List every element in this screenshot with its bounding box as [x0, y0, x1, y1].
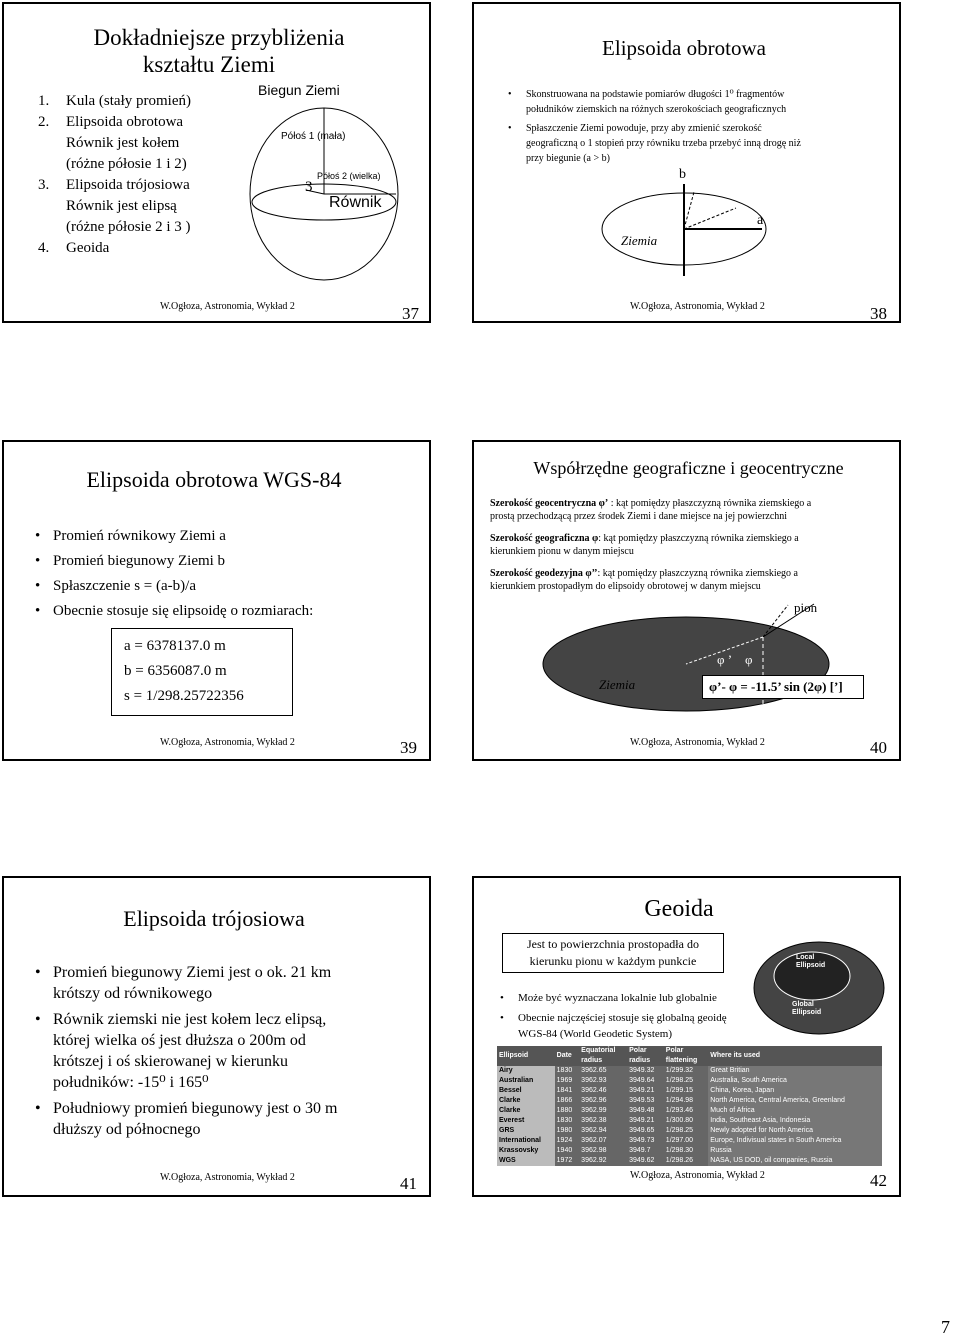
- page-number: 7: [941, 1317, 950, 1337]
- slide-number: 37: [402, 304, 419, 323]
- slide-37-title: Dokładniejsze przybliżenia kształtu Ziemi: [93, 25, 345, 77]
- table-cell: 1866: [555, 1096, 580, 1106]
- list-number: 1.: [38, 93, 50, 109]
- column-header: [555, 1046, 580, 1066]
- table-cell: NASA, US DOD, oil companies, Russia: [708, 1156, 882, 1166]
- footer: W.Ogłoza, Astronomia, Wykład 2: [160, 737, 295, 748]
- definition-line: [490, 532, 890, 545]
- slide-38: [472, 2, 901, 323]
- list-item-line: Równik jest elipsą: [66, 198, 177, 214]
- table-cell: 1/297.00: [664, 1136, 708, 1146]
- definition-line: kierunkiem pionu w danym miejscu: [490, 546, 634, 557]
- definition-text: : kąt pomiędzy płaszczyzną równika ziemskiego a: [598, 533, 799, 544]
- slide-42-title: Geoida: [644, 896, 714, 922]
- definition-line: [490, 497, 890, 510]
- definition-text: : kąt pomiędzy płaszczyzną równika ziemskiego a: [608, 498, 812, 509]
- phi-label: φ: [745, 652, 753, 667]
- geoid-ellipsoids-figure: [749, 933, 889, 1038]
- bullet-item: [500, 1010, 750, 1042]
- value-line: a = 6378137.0 m: [124, 638, 226, 654]
- slide-39-bullets: [35, 524, 425, 624]
- table-cell: India, Southeast Asia, Indonesia: [708, 1116, 882, 1126]
- pion-label: pion: [794, 600, 818, 615]
- slide-42: [472, 876, 901, 1197]
- definition-term: Szerokość geodezyjna φ’’: [490, 568, 598, 579]
- table-cell: 3962.38: [579, 1116, 627, 1126]
- list-item: [38, 112, 191, 175]
- table-cell: 1/293.46: [664, 1106, 708, 1116]
- table-cell: 1841: [555, 1086, 580, 1096]
- slide-number: 39: [400, 738, 417, 757]
- bullet-line: • Południowy promień biegunowy jest o 30 m: [53, 1100, 338, 1117]
- geoid-ellipse-figure: [534, 602, 854, 722]
- table-cell: Everest: [497, 1116, 555, 1126]
- table-cell: Bessel: [497, 1086, 555, 1096]
- bullet-line: • Równik ziemski nie jest kołem lecz elipsą,: [53, 1011, 327, 1028]
- table-cell: 1830: [555, 1116, 580, 1126]
- table-cell: Krassovsky: [497, 1146, 555, 1156]
- table-cell: Europe, Indivisual states in South America: [708, 1136, 882, 1146]
- definition: [490, 532, 890, 558]
- table-cell: Newly adopted for North America: [708, 1126, 882, 1136]
- table-cell: 3962.92: [579, 1156, 627, 1166]
- list-item-line: Kula (stały promień): [66, 93, 191, 109]
- ellipsoid-figure: [224, 84, 424, 284]
- table-cell: 3949.21: [627, 1116, 664, 1126]
- table-cell: Russia: [708, 1146, 882, 1156]
- table-cell: 1/300.80: [664, 1116, 708, 1126]
- bullet-line: której wielka oś jest dłuższa o 200m od: [53, 1032, 306, 1049]
- table-body: [497, 1066, 882, 1166]
- list-item: [38, 175, 191, 238]
- slide-40: [472, 440, 901, 761]
- table-cell: 3949.21: [627, 1086, 664, 1096]
- table-cell: 1/294.98: [664, 1096, 708, 1106]
- bullet-line: południków ziemskich na różnych szerokościach geograficznych: [526, 104, 787, 115]
- list-item-line: Elipsoida obrotowa: [66, 114, 184, 130]
- list-item-line: (różne półosie 1 i 2): [66, 156, 187, 172]
- box-line: kierunku pionu w każdym punkcie: [529, 954, 697, 968]
- footer: W.Ogłoza, Astronomia, Wykład 2: [630, 1170, 765, 1181]
- table-cell: 3949.32: [627, 1066, 664, 1076]
- column-header-line: radius: [581, 1057, 603, 1064]
- box-line: Jest to powierzchnia prostopadła do: [527, 937, 699, 951]
- slide-39: [2, 440, 431, 761]
- table-cell: 3962.07: [579, 1136, 627, 1146]
- slide-39-title: Elipsoida obrotowa WGS-84: [86, 467, 342, 492]
- bullet-line: przy biegunie (a > b): [526, 153, 610, 164]
- definition-term: Szerokość geocentryczna φ’: [490, 498, 609, 509]
- bullet-item: • Obecnie stosuje się elipsoidę o rozmiarach:: [35, 599, 425, 624]
- table-cell: 3949.7: [627, 1146, 664, 1156]
- column-header: [627, 1046, 664, 1066]
- definition-term: Szerokość geograficzna φ: [490, 533, 599, 544]
- table-cell: China, Korea, Japan: [708, 1086, 882, 1096]
- bullet-item: • Promień biegunowy Ziemi b: [35, 549, 425, 574]
- formula-box: φ’- φ = -11.5’ sin (2φ) [’]: [702, 675, 864, 699]
- bullet-item: [508, 87, 888, 117]
- table-cell: 1/299.32: [664, 1066, 708, 1076]
- column-header: [664, 1046, 708, 1066]
- column-header-line: Where its used: [710, 1052, 761, 1059]
- table-cell: 3962.96: [579, 1096, 627, 1106]
- slide-41: [2, 876, 431, 1197]
- global-ellipsoid-label: Global Ellipsoid: [792, 1001, 822, 1016]
- slide-41-bullets: [35, 962, 420, 1145]
- table-row: [497, 1126, 882, 1136]
- b-label: b: [679, 167, 686, 182]
- table-row: [497, 1076, 882, 1086]
- equator-label: Równik: [329, 194, 382, 211]
- slide-40-definitions: [490, 497, 890, 602]
- ellipsoid-table: [497, 1046, 882, 1166]
- table-cell: North America, Central America, Greenland: [708, 1096, 882, 1106]
- table-row: [497, 1116, 882, 1126]
- list-item-line: (różne półosie 2 i 3 ): [66, 219, 191, 235]
- axis1-label: Półoś 1 (mała): [281, 131, 346, 142]
- bullet-line: krótszej i oś skierowanej w kierunku: [53, 1053, 289, 1070]
- column-header-line: Equatorial: [581, 1047, 616, 1054]
- list-item-line: Geoida: [66, 240, 110, 256]
- earth-label: Ziemia: [599, 677, 636, 692]
- column-header: [708, 1046, 882, 1066]
- table-cell: 1/298.25: [664, 1126, 708, 1136]
- slide-41-title: Elipsoida trójosiowa: [123, 906, 305, 931]
- list-item: [38, 91, 191, 112]
- bullet-item: • Spłaszczenie s = (a-b)/a: [35, 574, 425, 599]
- table-cell: WGS: [497, 1156, 555, 1166]
- table-row: [497, 1096, 882, 1106]
- slide-number: 38: [870, 304, 887, 323]
- column-header-line: Polar: [629, 1047, 647, 1054]
- table-cell: 1/298.30: [664, 1146, 708, 1156]
- definition-box: [502, 933, 724, 973]
- axis3-label: 3: [305, 179, 313, 195]
- table-cell: 3962.98: [579, 1146, 627, 1156]
- table-header-row: [497, 1046, 882, 1066]
- phi-prime-label: φ ’: [717, 652, 733, 667]
- definition-line: kierunkiem prostopadłym do elipsoidy obrotowej w danym miejscu: [490, 581, 761, 592]
- table-cell: Australian: [497, 1076, 555, 1086]
- a-label: a: [757, 213, 764, 228]
- list-number: 3.: [38, 177, 50, 193]
- bullet-item: [35, 1098, 420, 1140]
- table-cell: 1/298.26: [664, 1156, 708, 1166]
- table-cell: 1972: [555, 1156, 580, 1166]
- column-header-line: Date: [556, 1052, 572, 1059]
- table-cell: International: [497, 1136, 555, 1146]
- slide-number: 40: [870, 738, 887, 757]
- value-line: s = 1/298.25722356: [124, 688, 244, 704]
- table-cell: 3949.48: [627, 1106, 664, 1116]
- table-cell: 1880: [555, 1106, 580, 1116]
- footer: W.Ogłoza, Astronomia, Wykład 2: [160, 1172, 295, 1183]
- table-cell: 3949.64: [627, 1076, 664, 1086]
- bullet-line: • Obecnie najczęściej stosuje się globalną geoidę: [518, 1012, 727, 1024]
- table-cell: 1969: [555, 1076, 580, 1086]
- table-cell: Great Britian: [708, 1066, 882, 1076]
- slide-37: [2, 2, 431, 323]
- slide-38-title: Elipsoida obrotowa: [602, 36, 766, 60]
- bullet-item: [500, 990, 750, 1006]
- list-number: 2.: [38, 114, 50, 130]
- column-header: [579, 1046, 627, 1066]
- table-cell: 3949.53: [627, 1096, 664, 1106]
- table-cell: 1/299.15: [664, 1086, 708, 1096]
- definition: [490, 567, 890, 593]
- bullet-line: krótszy od równikowego: [53, 985, 213, 1002]
- slide-40-title: Współrzędne geograficzne i geocentryczne: [533, 458, 844, 478]
- footer: W.Ogłoza, Astronomia, Wykład 2: [160, 301, 295, 312]
- earth-label: Ziemia: [621, 233, 658, 248]
- list-item: [38, 238, 191, 259]
- axis2-label: Półoś 2 (wielka): [317, 171, 381, 181]
- local-ellipsoid-label: Local Ellipsoid: [796, 954, 826, 969]
- table-row: [497, 1066, 882, 1076]
- table-row: [497, 1086, 882, 1096]
- bullet-item: [508, 121, 888, 166]
- slide-42-bullets: [500, 990, 750, 1046]
- table-cell: 3962.94: [579, 1126, 627, 1136]
- bullet-item: [35, 962, 420, 1004]
- table-cell: Clarke: [497, 1106, 555, 1116]
- footer: W.Ogłoza, Astronomia, Wykład 2: [630, 301, 765, 312]
- table-cell: 3949.62: [627, 1156, 664, 1166]
- list-item-line: Elipsoida trójosiowa: [66, 177, 190, 193]
- bullet-item: • Promień równikowy Ziemi a: [35, 524, 425, 549]
- table-row: [497, 1146, 882, 1156]
- list-item-line: Równik jest kołem: [66, 135, 180, 151]
- value-line: b = 6356087.0 m: [124, 663, 227, 679]
- table-cell: 1/298.25: [664, 1076, 708, 1086]
- table-cell: 1980: [555, 1126, 580, 1136]
- values-box: [111, 628, 293, 716]
- definition-text: : kąt pomiędzy płaszczyzną równika ziemskiego a: [597, 568, 798, 579]
- definition-line: [490, 567, 890, 580]
- table-cell: 3962.99: [579, 1106, 627, 1116]
- column-header-line: Polar: [665, 1047, 684, 1054]
- table-row: [497, 1156, 882, 1166]
- table-cell: 3962.65: [579, 1066, 627, 1076]
- column-header-line: radius: [629, 1057, 651, 1064]
- list-number: 4.: [38, 240, 50, 256]
- bullet-line: południków: -15⁰ i 165⁰: [53, 1074, 209, 1091]
- bullet-line: WGS-84 (World Geodetic System): [518, 1028, 672, 1040]
- table-cell: GRS: [497, 1126, 555, 1136]
- definition: [490, 497, 890, 523]
- pole-label: Biegun Ziemi: [258, 82, 340, 98]
- table-cell: 1830: [555, 1066, 580, 1076]
- bullet-line: • Może być wyznaczana lokalnie lub globalnie: [518, 992, 717, 1004]
- definition-line: prostą przechodzącą przez środek Ziemi i dane miejsce na jej powierzchni: [490, 511, 788, 522]
- table-cell: 1940: [555, 1146, 580, 1156]
- table-cell: Airy: [497, 1066, 555, 1076]
- table-row: [497, 1136, 882, 1146]
- footer: W.Ogłoza, Astronomia, Wykład 2: [630, 737, 765, 748]
- table-cell: Much of Africa: [708, 1106, 882, 1116]
- bullet-line: dłuższy od północnego: [53, 1121, 201, 1138]
- bullet-line: • Spłaszczenie Ziemi powoduje, przy aby zmienić szerokość: [526, 123, 762, 134]
- table-cell: Australia, South America: [708, 1076, 882, 1086]
- bullet-item: [35, 1009, 420, 1093]
- bullet-line: geograficzną o 1 stopień przy równiku trzeba przebyć inną drogę niż: [526, 138, 801, 149]
- table-row: [497, 1106, 882, 1116]
- slide-38-bullets: [508, 87, 888, 170]
- slide-number: 41: [400, 1174, 417, 1193]
- table-cell: 1924: [555, 1136, 580, 1146]
- column-header-line: Ellipsoid: [499, 1052, 529, 1059]
- table-cell: 3962.93: [579, 1076, 627, 1086]
- slide-number: 42: [870, 1171, 887, 1190]
- bullet-line: • Skonstruowana na podstawie pomiarów długości 1⁰ fragmentów: [526, 89, 785, 100]
- column-header-line: flattening: [665, 1057, 698, 1064]
- bullet-line: • Promień biegunowy Ziemi jest o ok. 21 km: [53, 964, 332, 981]
- table-cell: Clarke: [497, 1096, 555, 1106]
- table-cell: 3949.65: [627, 1126, 664, 1136]
- slide-37-list: [38, 91, 191, 259]
- table-cell: 3949.73: [627, 1136, 664, 1146]
- column-header: [497, 1046, 555, 1066]
- table-cell: 3962.46: [579, 1086, 627, 1096]
